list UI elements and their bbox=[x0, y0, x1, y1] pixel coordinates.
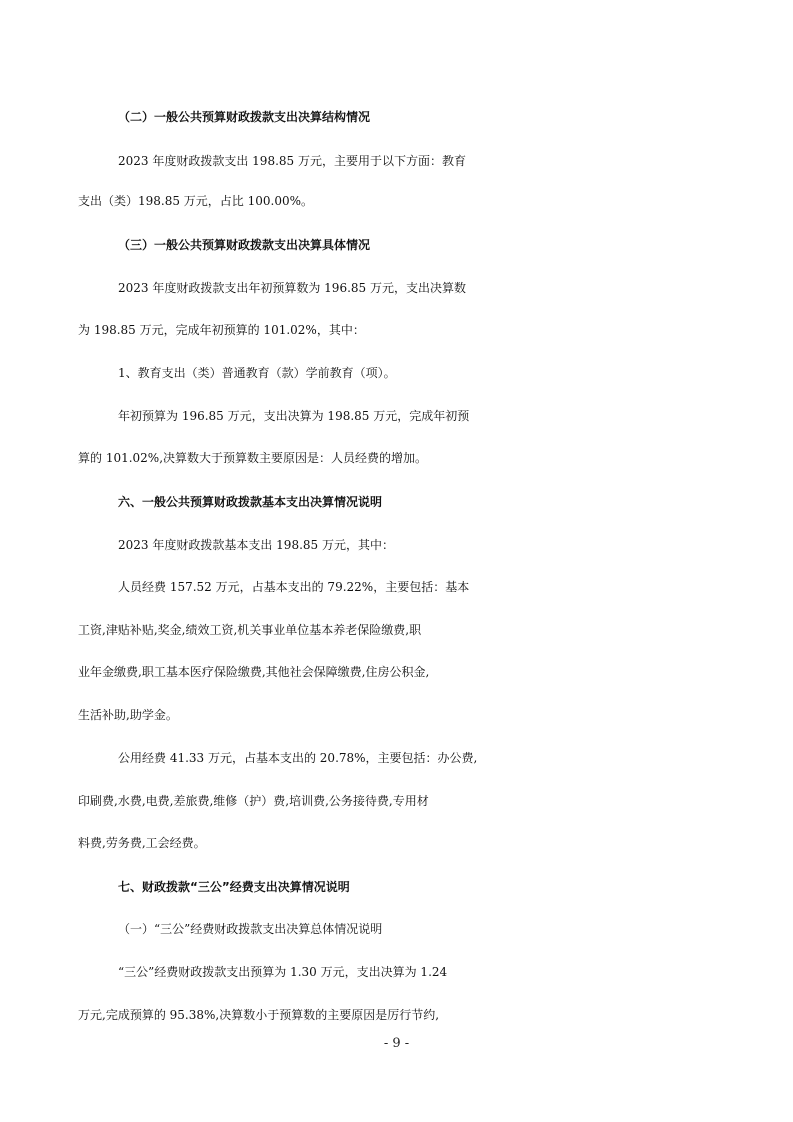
paragraph-line: 公用经费 41.33 万元，占基本支出的 20.78%，主要包括：办公费, bbox=[118, 751, 478, 765]
paragraph-line: 2023 年度财政拨款支出年初预算数为 196.85 万元，支出决算数 bbox=[118, 281, 466, 295]
paragraph-line: 2023 年度财政拨款支出 198.85 万元，主要用于以下方面：教育 bbox=[118, 154, 466, 168]
section-heading-basic-expenditure: 六、一般公共预算财政拨款基本支出决算情况说明 bbox=[118, 495, 383, 509]
paragraph-line: 工资,津贴补贴,奖金,绩效工资,机关事业单位基本养老保险缴费,职 bbox=[78, 623, 422, 637]
paragraph-line: 为 198.85 万元，完成年初预算的 101.02%，其中： bbox=[78, 323, 365, 337]
paragraph-line: 1、教育支出（类）普通教育（款）学前教育（项）。 bbox=[118, 366, 396, 380]
section-heading-three-public: 七、财政拨款“三公”经费支出决算情况说明 bbox=[118, 880, 350, 894]
subsection-heading: （一）“三公”经费财政拨款支出决算总体情况说明 bbox=[118, 922, 383, 936]
paragraph-line: 年初预算为 196.85 万元，支出决算为 198.85 万元，完成年初预 bbox=[118, 409, 470, 423]
paragraph-line: “三公”经费财政拨款支出预算为 1.30 万元，支出决算为 1.24 bbox=[118, 965, 448, 979]
paragraph-line: 算的 101.02%,决算数大于预算数主要原因是：人员经费的增加。 bbox=[78, 451, 428, 465]
section-heading-structure: （二）一般公共预算财政拨款支出决算结构情况 bbox=[118, 110, 371, 124]
paragraph-line: 业年金缴费,职工基本医疗保险缴费,其他社会保障缴费,住房公积金, bbox=[78, 665, 430, 679]
paragraph-line: 人员经费 157.52 万元，占基本支出的 79.22%，主要包括：基本 bbox=[118, 580, 470, 594]
paragraph-line: 印刷费,水费,电费,差旅费,维修（护）费,培训费,公务接待费,专用材 bbox=[78, 794, 429, 808]
section-heading-detail: （三）一般公共预算财政拨款支出决算具体情况 bbox=[118, 238, 371, 252]
paragraph-line: 料费,劳务费,工会经费。 bbox=[78, 836, 206, 850]
paragraph-line: 万元,完成预算的 95.38%,决算数小于预算数的主要原因是厉行节约, bbox=[78, 1008, 440, 1022]
paragraph-line: 生活补助,助学金。 bbox=[78, 708, 178, 722]
paragraph-line: 支出（类）198.85 万元，占比 100.00%。 bbox=[78, 194, 314, 208]
page-number: - 9 - bbox=[383, 1036, 410, 1051]
paragraph-line: 2023 年度财政拨款基本支出 198.85 万元，其中： bbox=[118, 538, 394, 552]
